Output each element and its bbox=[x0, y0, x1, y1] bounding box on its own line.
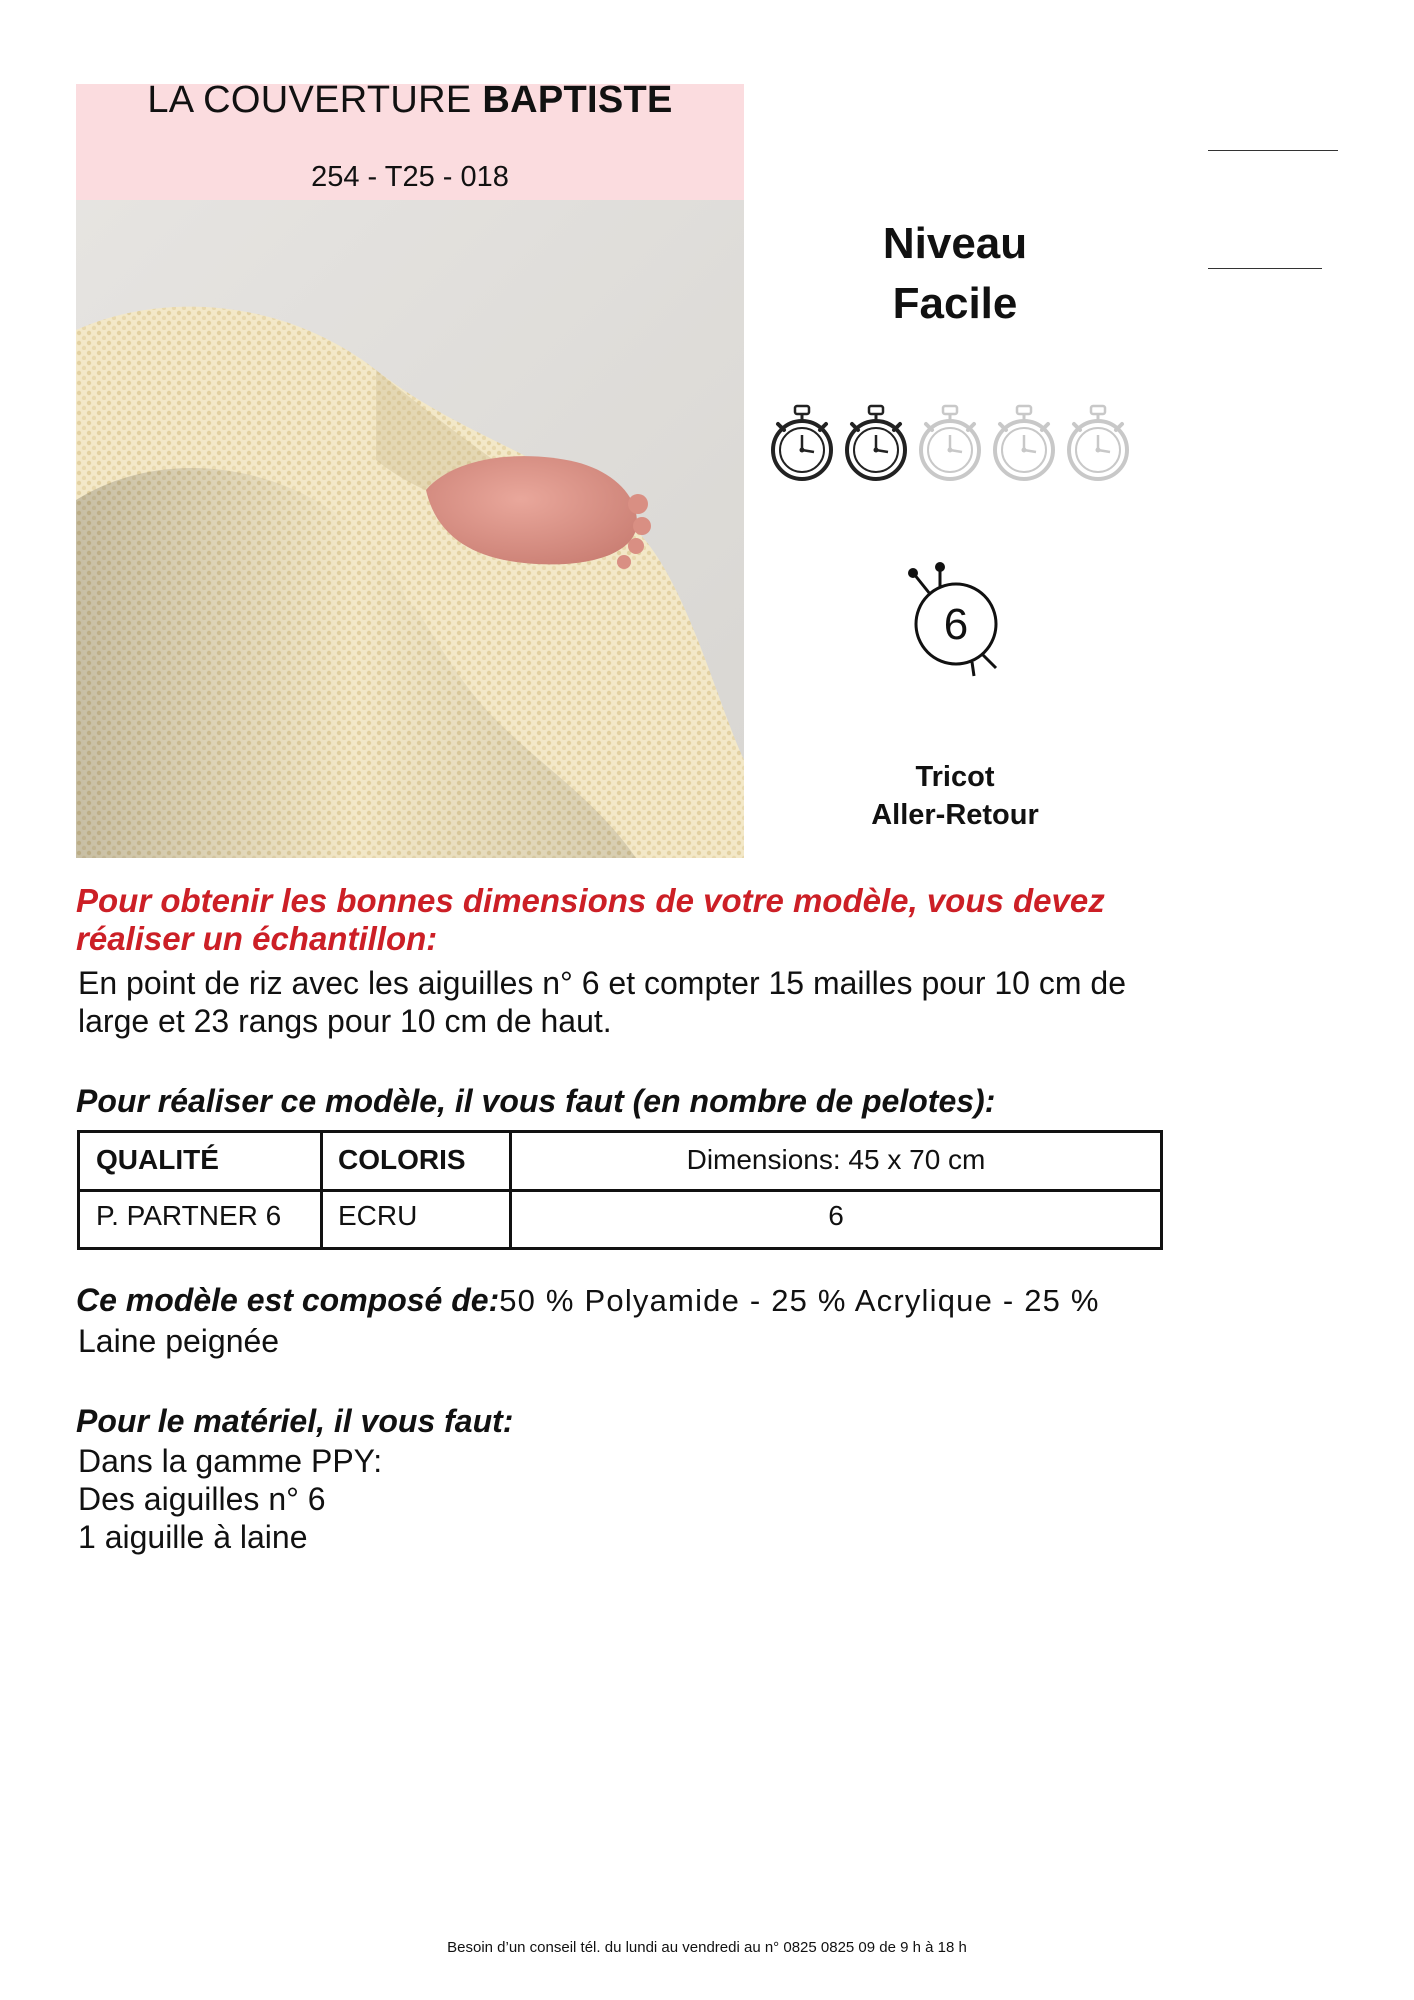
knitted-blanket-photo bbox=[76, 200, 744, 858]
title-name: BAPTISTE bbox=[482, 79, 673, 121]
table-header-quality: QUALITÉ bbox=[96, 1144, 219, 1175]
needle-size-badge bbox=[900, 560, 1010, 680]
pattern-reference: 254 - T25 - 018 bbox=[311, 161, 509, 193]
material-heading: Pour le matériel, il vous faut: bbox=[76, 1403, 514, 1439]
difficulty-label: Niveau bbox=[882, 219, 1028, 268]
table-header-color: COLORIS bbox=[338, 1144, 466, 1175]
stopwatch-filled-icon bbox=[842, 402, 910, 486]
time-rating bbox=[768, 402, 1138, 486]
technique bbox=[810, 758, 1100, 834]
sample-text-line2: large et 23 rangs pour 10 cm de haut. bbox=[78, 1003, 612, 1039]
table-row-divider bbox=[80, 1189, 1160, 1192]
stopwatch-empty-icon bbox=[1064, 402, 1132, 486]
stopwatch-filled-icon bbox=[768, 402, 836, 486]
composition-value-line1: 50 % Polyamide - 25 % Acrylique - 25 % bbox=[499, 1283, 1100, 1318]
composition bbox=[76, 1282, 1196, 1319]
yarn-table bbox=[77, 1130, 1163, 1250]
material-item: Des aiguilles n° 6 bbox=[78, 1481, 326, 1517]
table-header-dimensions: Dimensions: 45 x 70 cm bbox=[686, 1144, 986, 1175]
technique-line1: Tricot bbox=[915, 761, 995, 793]
composition-value-line2: Laine peignée bbox=[78, 1323, 280, 1359]
sample-text-line1: En point de riz avec les aiguilles n° 6 et compter 15 mailles pour 10 cm de bbox=[78, 965, 1126, 1001]
difficulty-level bbox=[810, 214, 1100, 334]
title-prefix: LA COUVERTURE bbox=[147, 79, 472, 121]
sample-heading-line2: réaliser un échantillon: bbox=[76, 920, 438, 957]
footer-help-line: Besoin d’un conseil tél. du lundi au vendredi au n° 0825 0825 09 de 9 h à 18 h bbox=[447, 1939, 967, 1956]
material-list bbox=[78, 1442, 382, 1556]
table-cell-color: ECRU bbox=[338, 1200, 418, 1231]
sample-text bbox=[78, 964, 1188, 1040]
divider-line-bottom bbox=[1208, 268, 1322, 269]
sample-heading bbox=[76, 882, 1176, 958]
composition-heading: Ce modèle est composé de: bbox=[76, 1282, 500, 1318]
table-cell-quality: P. PARTNER 6 bbox=[96, 1200, 282, 1231]
material-item: 1 aiguille à laine bbox=[78, 1519, 308, 1555]
sample-heading-line1: Pour obtenir les bonnes dimensions de votre modèle, vous devez bbox=[76, 882, 1105, 919]
difficulty-value: Facile bbox=[892, 279, 1018, 328]
stopwatch-empty-icon bbox=[916, 402, 984, 486]
table-cell-balls: 6 bbox=[828, 1200, 844, 1231]
technique-line2: Aller-Retour bbox=[871, 799, 1039, 831]
material-item: Dans la gamme PPY: bbox=[78, 1443, 383, 1479]
page-title bbox=[76, 78, 744, 122]
requirements-heading: Pour réaliser ce modèle, il vous faut (en nombre de pelotes): bbox=[76, 1083, 996, 1119]
stopwatch-empty-icon bbox=[990, 402, 1058, 486]
needle-size-value: 6 bbox=[943, 600, 969, 649]
divider-line-top bbox=[1208, 150, 1338, 151]
